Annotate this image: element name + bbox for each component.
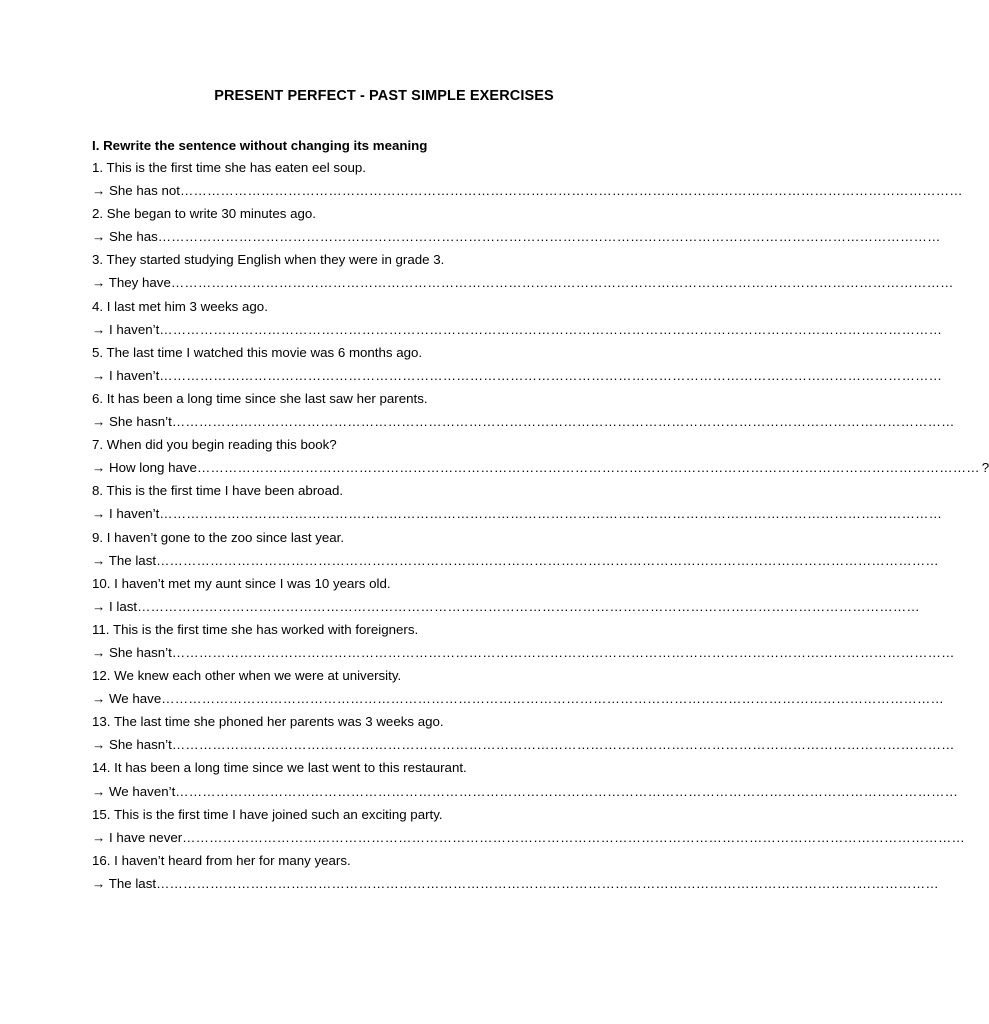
exercise-item [92, 250, 954, 296]
exercise-question: 15. This is the first time I have joined such an exciting party. [92, 806, 443, 822]
answer-prompt: → They have [92, 275, 171, 291]
answer-blank: ………………………………………………………………………………………………………………………………………………………… [159, 506, 943, 522]
answer-blank: ………………………………………………………………………………………………………………………………………………………… [157, 229, 941, 245]
answer-prompt: → I have never [92, 829, 183, 845]
answer-prompt: → She hasn’t [92, 414, 172, 430]
answer-line [92, 366, 943, 389]
answer-prompt: → She hasn’t [92, 737, 172, 753]
exercise-item [92, 666, 945, 712]
answer-blank: ………………………………………………………………………………………………………………………………………………………… [179, 183, 963, 199]
exercise-question: 10. I haven’t met my aunt since I was 10 years old. [92, 575, 391, 591]
exercise-question: 9. I haven’t gone to the zoo since last year. [92, 529, 345, 545]
exercise-item [92, 851, 939, 897]
exercise-list [92, 158, 989, 897]
exercise-item [92, 574, 920, 620]
exercise-question: 13. The last time she phoned her parents was 3 weeks ago. [92, 714, 444, 730]
answer-prompt: → How long have [92, 460, 197, 476]
answer-line [92, 458, 989, 481]
page-title: PRESENT PERFECT - PAST SIMPLE EXERCISES [214, 88, 554, 104]
exercise-question: 4. I last met him 3 weeks ago. [92, 298, 268, 314]
answer-line [92, 597, 920, 620]
answer-prompt: → We have [92, 691, 162, 707]
exercise-item [92, 805, 965, 851]
answer-line [92, 874, 939, 897]
exercise-question: 11. This is the first time she has worked with foreigners. [92, 621, 419, 637]
answer-prompt: → I haven’t [92, 506, 160, 522]
answer-prompt: → She has not [92, 183, 180, 199]
section-heading: I. Rewrite the sentence without changing its meaning [92, 138, 428, 153]
answer-line [92, 181, 963, 204]
answer-line [92, 412, 955, 435]
answer-blank: ………………………………………………………………………………………………………………………………………………………… [170, 275, 954, 291]
exercise-item [92, 297, 943, 343]
exercise-question: 16. I haven’t heard from her for many years. [92, 852, 351, 868]
answer-line [92, 643, 955, 666]
answer-blank: ………………………………………………………………………………………………………………………………………………………… [182, 829, 965, 845]
answer-tail: ? [981, 460, 989, 476]
exercise-item [92, 389, 955, 435]
answer-line [92, 227, 941, 250]
answer-blank: ………………………………………………………………………………………………………………………………………………………… [171, 414, 955, 430]
answer-blank: ………………………………………………………………………………………………………………………………………………………… [175, 783, 959, 799]
answer-prompt: → We haven’t [92, 783, 176, 799]
exercise-question: 1. This is the first time she has eaten eel soup. [92, 160, 366, 175]
exercise-item [92, 712, 955, 758]
answer-line [92, 504, 943, 527]
answer-blank: ………………………………………………………………………………………………………………………………………………………… [159, 321, 943, 337]
exercise-item [92, 758, 959, 804]
exercise-item [92, 343, 943, 389]
exercise-item [92, 481, 943, 527]
exercise-item [92, 158, 963, 204]
exercise-question: 3. They started studying English when they were in grade 3. [92, 252, 445, 268]
exercise-question: 8. This is the first time I have been abroad. [92, 483, 344, 499]
answer-blank: ………………………………………………………………………………………………………………………………………………………… [161, 691, 945, 707]
exercise-question: 6. It has been a long time since she last saw her parents. [92, 390, 428, 406]
answer-blank: ………………………………………………………………………………………………………………………………………………………… [171, 644, 955, 660]
exercise-question: 14. It has been a long time since we last went to this restaurant. [92, 760, 467, 776]
answer-line [92, 782, 959, 805]
answer-line [92, 689, 945, 712]
answer-prompt: → I haven’t [92, 321, 160, 337]
exercise-item [92, 528, 939, 574]
answer-line [92, 828, 965, 851]
answer-prompt: → I last [92, 598, 138, 614]
exercise-item [92, 435, 989, 481]
answer-blank: ………………………………………………………………………………………………………………………………………………………… [171, 737, 955, 753]
answer-prompt: → The last [92, 552, 157, 568]
exercise-question: 7. When did you begin reading this book? [92, 437, 337, 453]
answer-blank: ………………………………………………………………………………………………………………………………………………………… [137, 598, 920, 614]
answer-line [92, 551, 939, 574]
answer-line [92, 273, 954, 296]
exercise-question: 12. We knew each other when we were at university. [92, 668, 402, 684]
answer-blank: ………………………………………………………………………………………………………………………………………………………… [159, 367, 943, 383]
exercise-item [92, 620, 955, 666]
answer-prompt: → The last [92, 875, 157, 891]
answer-blank: ………………………………………………………………………………………………………………………………………………………… [196, 460, 980, 476]
answer-prompt: → She has [92, 229, 158, 245]
answer-prompt: → I haven’t [92, 367, 160, 383]
answer-line [92, 735, 955, 758]
answer-blank: ………………………………………………………………………………………………………………………………………………………… [156, 552, 939, 568]
exercise-item [92, 204, 941, 250]
exercise-question: 2. She began to write 30 minutes ago. [92, 206, 316, 222]
answer-line [92, 320, 943, 343]
answer-prompt: → She hasn’t [92, 644, 172, 660]
exercise-question: 5. The last time I watched this movie was 6 months ago. [92, 344, 423, 360]
answer-blank: ………………………………………………………………………………………………………………………………………………………… [156, 875, 939, 891]
